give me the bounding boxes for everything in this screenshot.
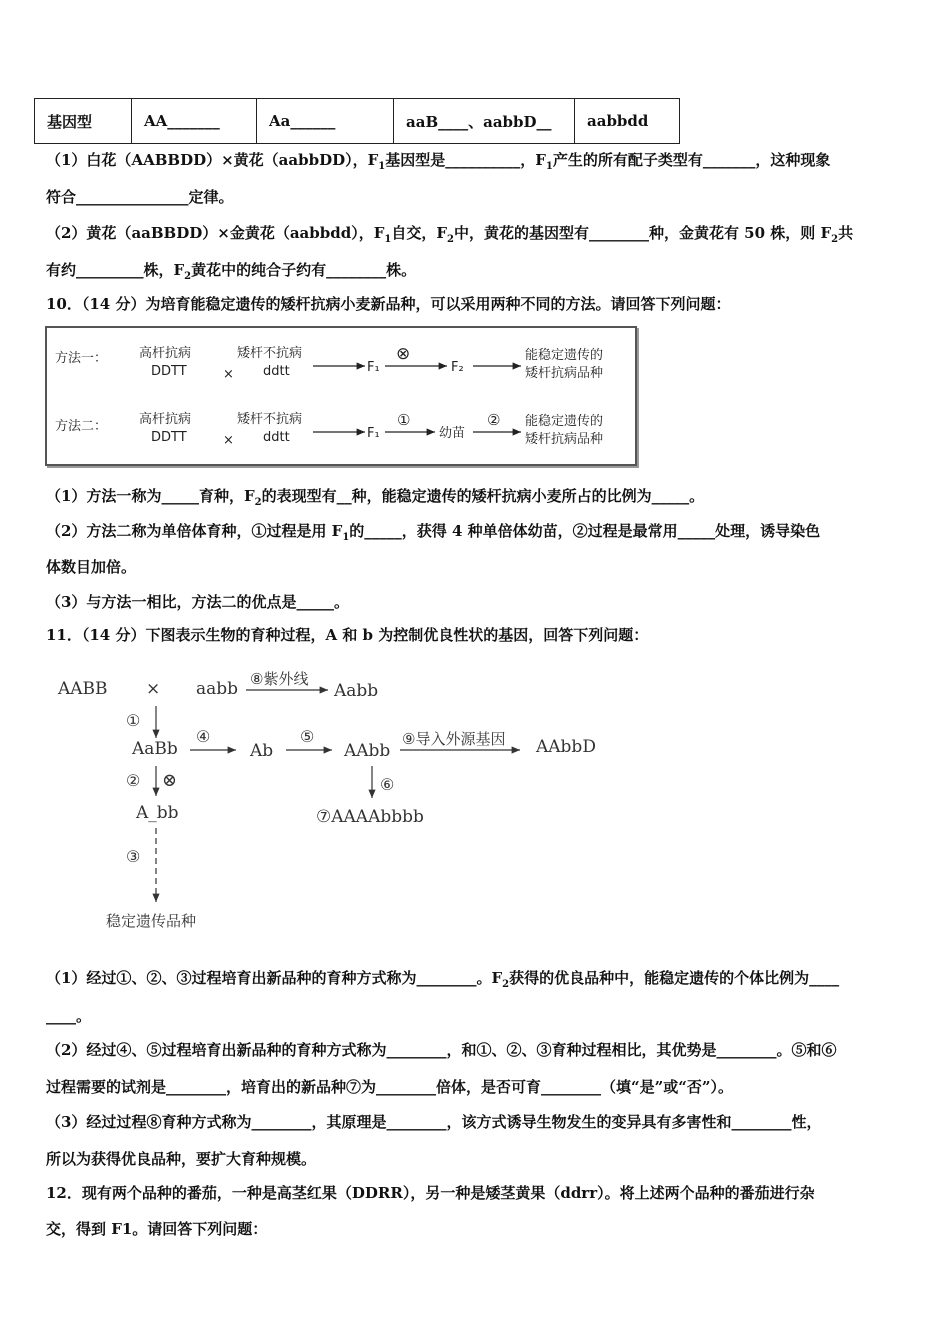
table-row xyxy=(35,99,680,144)
table-header-cell: 基因型 xyxy=(35,99,132,144)
breeding-process-diagram xyxy=(50,664,630,944)
parent1-name: 高杆抗病 xyxy=(139,412,192,427)
table-cell: aabbdd xyxy=(575,99,680,144)
selfing-icon: ⊗ xyxy=(396,344,411,364)
result-line1: 能稳定遗传的 xyxy=(525,348,604,363)
f1-label: F₁ xyxy=(367,426,380,441)
aabb-upper: AABB xyxy=(58,679,108,699)
q11-heading: 11．（14 分）下图表示生物的育种过程，A 和 b 为控制优良性状的基因，回答下列问题： xyxy=(46,626,649,644)
method2-label: 方法二： xyxy=(55,419,108,434)
aabb5-label: AAbb xyxy=(344,741,391,761)
aabbd-label: AAbbD xyxy=(536,737,596,757)
parent2-genotype: ddtt xyxy=(263,430,290,445)
parent1-name: 高杆抗病 xyxy=(139,346,192,361)
f2-label: F₂ xyxy=(451,360,464,375)
step3-label: ③ xyxy=(126,847,141,866)
aabb-lower: aabb xyxy=(196,679,239,699)
parent2-name: 矮杆不抗病 xyxy=(237,346,303,361)
a-bb-label: A_bb xyxy=(136,803,179,823)
step2-label: ② xyxy=(126,771,141,790)
q10-part2-line2: 体数目加倍。 xyxy=(46,558,137,576)
parent1-genotype: DDTT xyxy=(151,430,187,445)
q10-part2-line1: （2）方法二称为单倍体育种，①过程是用 $F_1$的_____，获得 4 种单倍体幼苗，②过程是最常用_____处理，诱导染色 xyxy=(46,522,821,543)
parent2-genotype: ddtt xyxy=(263,364,290,379)
result-line2: 矮杆抗病品种 xyxy=(525,366,604,381)
stable-variety-label: 稳定遗传品种 xyxy=(106,912,197,930)
parent2-name: 矮杆不抗病 xyxy=(237,412,303,427)
step7-label: ⑦AAAAbbbb xyxy=(316,807,424,827)
step8-label: ⑧紫外线 xyxy=(250,670,309,688)
q10-heading: 10．（14 分）为培育能稳定遗传的矮杆抗病小麦新品种，可以采用两种不同的方法。请回答下列问题： xyxy=(46,295,731,313)
q11-part2-line1: （2）经过④、⑤过程培育出新品种的育种方式称为________，和①、②、③育种过程相比，其优势是________。⑤和⑥ xyxy=(46,1041,837,1059)
breeding-methods-diagram xyxy=(45,326,637,466)
q10-part1: （1）方法一称为_____育种，$F_2$的表现型有__种，能稳定遗传的矮杆抗病小麦所占的比例为_____。 xyxy=(46,487,705,508)
cross-symbol: × xyxy=(223,433,234,448)
cross-symbol: × xyxy=(223,367,234,382)
q10-part3: （3）与方法一相比，方法二的优点是_____。 xyxy=(46,593,349,611)
step2-label: ② xyxy=(487,411,501,429)
q11-part3-line1: （3）经过过程⑧育种方式称为________，其原理是________，该方式诱导生物发生的变异具有多害性和________性， xyxy=(46,1113,822,1131)
method1-label: 方法一： xyxy=(55,351,108,366)
step4-label: ④ xyxy=(196,727,211,746)
aabb8-label: Aabb xyxy=(334,681,379,701)
table-cell: AA_______ xyxy=(132,99,257,144)
table-cell: aaB____、aabbD__ xyxy=(394,99,575,144)
q12-line2: 交，得到 F1。请回答下列问题： xyxy=(46,1220,268,1238)
step1-label: ① xyxy=(397,411,411,429)
q11-part1-line1: （1）经过①、②、③过程培育出新品种的育种方式称为________。$F_2$获得的优良品种中，能稳定遗传的个体比例为____ xyxy=(46,969,840,990)
q9-part2-line1: （2）黄花（aaBBDD）×金黄花（aabbdd），$F_1$自交，$F_2$中，黄花的基因型有________种，金黄花有 50 株，则 $F_2$共 xyxy=(46,224,854,245)
q9-part1-line2: 符合_______________定律。 xyxy=(46,188,234,206)
parent1-genotype: DDTT xyxy=(151,364,187,379)
aabb1-label: AaBb xyxy=(132,739,178,759)
f1-label: F₁ xyxy=(367,360,380,375)
step9-label: ⑨导入外源基因 xyxy=(402,730,506,748)
selfing-icon: ⊗ xyxy=(162,770,178,791)
q12-line1: 12．现有两个品种的番茄，一种是高茎红果（DDRR），另一种是矮茎黄果（ddrr）。将上述两个品种的番茄进行杂 xyxy=(46,1184,815,1202)
step6-label: ⑥ xyxy=(380,775,395,794)
q11-part2-line2: 过程需要的试剂是________，培育出的新品种⑦为________倍体，是否可育________（填“是”或“否”）。 xyxy=(46,1078,734,1096)
result-line2: 矮杆抗病品种 xyxy=(525,432,604,447)
q9-part1-line1: （1）白花（AABBDD）×黄花（aabbDD），$F_1$基因型是__________，$F_1$产生的所有配子类型有_______，这种现象 xyxy=(46,151,831,172)
ab-label: Ab xyxy=(250,741,274,761)
cross-symbol: × xyxy=(146,679,161,699)
seedling-label: 幼苗 xyxy=(439,426,466,441)
step1-label: ① xyxy=(126,711,141,730)
q11-part3-line2: 所以为获得优良品种，要扩大育种规模。 xyxy=(46,1150,317,1168)
result-line1: 能稳定遗传的 xyxy=(525,414,604,429)
q9-part2-line2: 有约_________株，$F_2$黄花中的纯合子约有________株。 xyxy=(46,261,417,282)
genotype-table xyxy=(34,98,680,144)
step5-label: ⑤ xyxy=(300,727,315,746)
q11-part1-line2: ____。 xyxy=(46,1007,92,1025)
table-cell: Aa______ xyxy=(257,99,394,144)
